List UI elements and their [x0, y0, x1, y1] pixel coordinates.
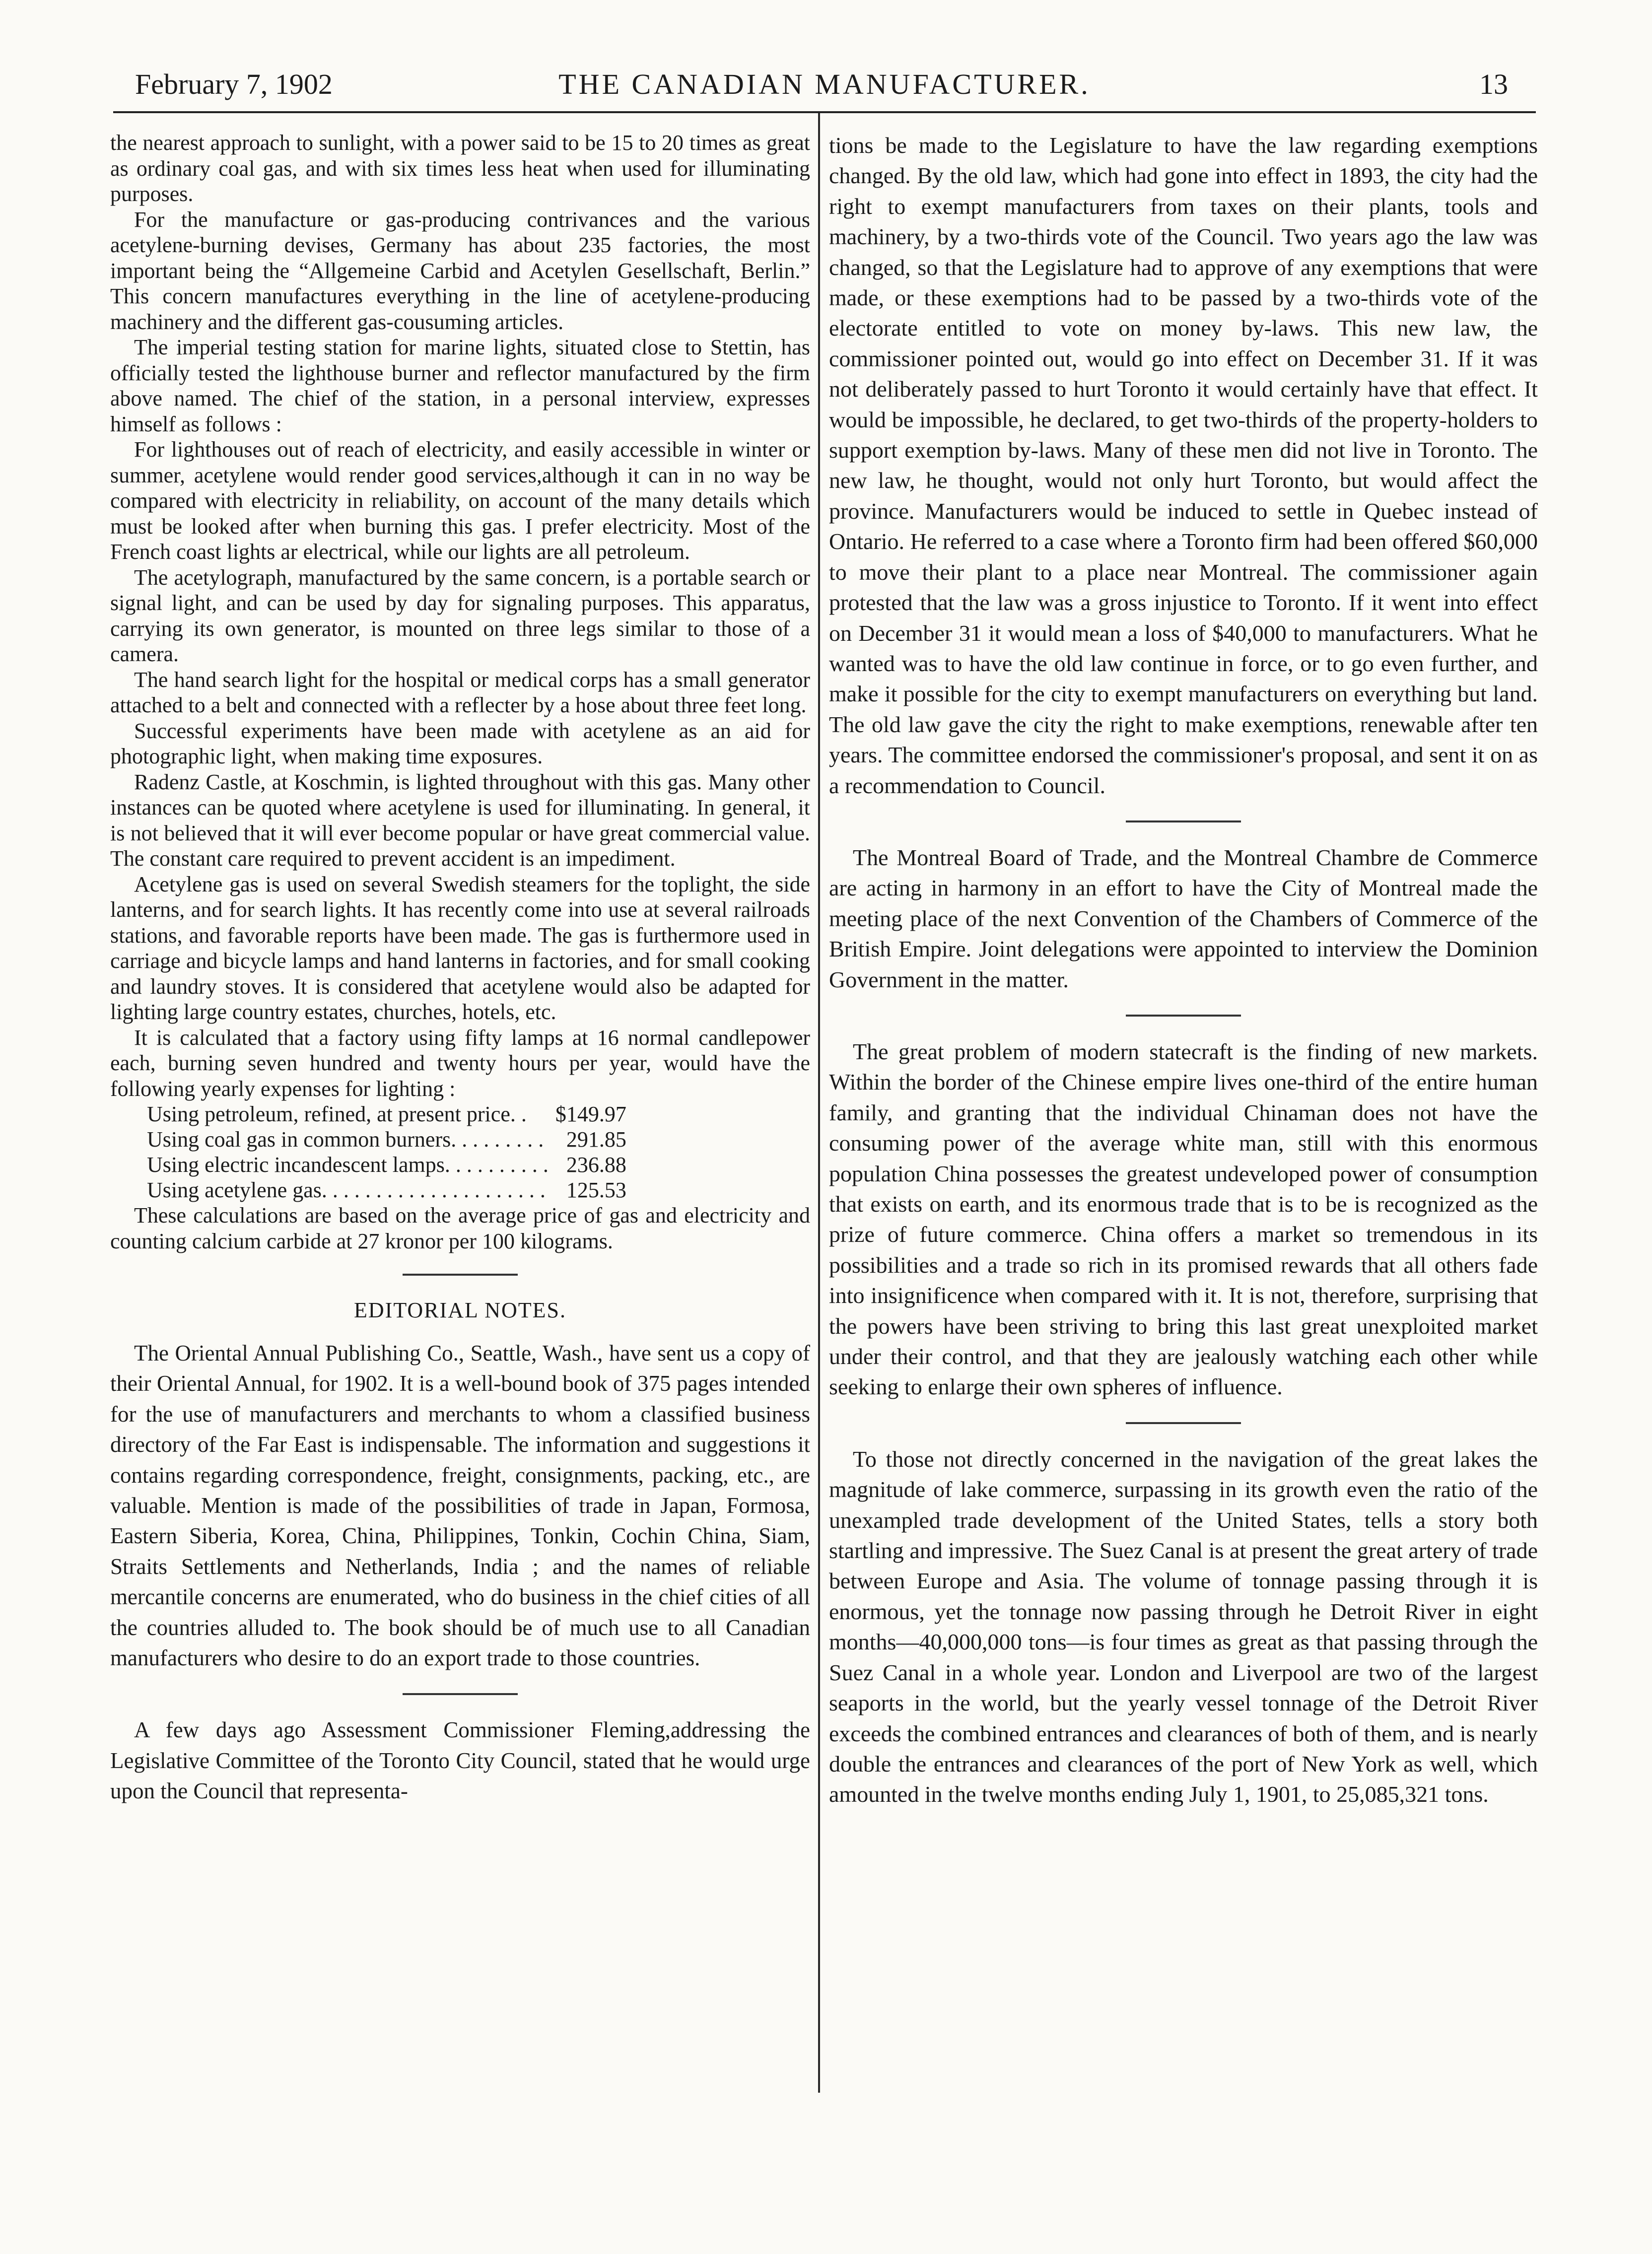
- section-divider: [1126, 1015, 1241, 1017]
- table-row: [147, 1127, 626, 1152]
- section-divider: [403, 1693, 518, 1695]
- cost-label: Using petroleum, refined, at present price. .: [147, 1102, 527, 1126]
- publication-title: THE CANADIAN MANUFACTURER.: [558, 68, 1091, 100]
- paragraph: Radenz Castle, at Koschmin, is lighted throughout with this gas. Many other instances can be quoted where acetylene is used for illuminating. In general, it is not believed that it will ever become popular or have great commercial value. The constant care required to prevent accident is an impediment.: [110, 769, 810, 871]
- paragraph: It is calculated that a factory using fifty lamps at 16 normal candlepower each, burning seven hundred and twenty hours per year, would have the following yearly expenses for lighting :: [110, 1025, 810, 1101]
- paragraph: The Oriental Annual Publishing Co., Seattle, Wash., have sent us a copy of their Oriental Annual, for 1902. It is a well-bound book of 375 pages intended for the use of manufacturers and merchants to whom a classified business directory of the Far East is indispensable. The information and suggestions it contains regarding correspondence, freight, consignments, packing, etc., are valuable. Mention is made of the possibilities of trade in Japan, Formosa, Eastern Siberia, Korea, China, Philippines, Tonkin, Cochin China, Siam, Straits Settlements and Netherlands, India ; and the names of reliable mercantile concerns are enumerated, who do business in the chief cities of all the countries alluded to. The book should be of much use to all Canadian manufacturers who desire to do an export trade to those countries.: [110, 1341, 810, 1671]
- section-heading: EDITORIAL NOTES.: [354, 1298, 566, 1322]
- page-header: [113, 59, 1536, 108]
- paragraph: Successful experiments have been made with acetylene as an aid for photographic light, when making time exposures.: [110, 718, 810, 768]
- lighting-cost-table: [147, 1101, 626, 1203]
- paragraph: These calculations are based on the average price of gas and electricity and counting calcium carbide at 27 kronor per 100 kilograms.: [110, 1203, 810, 1253]
- header-rule: [113, 111, 1536, 113]
- cost-label: Using electric incandescent lamps. . . . . . . . . .: [147, 1153, 549, 1177]
- cost-label: Using acetylene gas. . . . . . . . . . . . . . . . . . . . .: [147, 1178, 546, 1202]
- column-divider: [818, 113, 820, 2093]
- editorial-notes-continued: [829, 130, 1538, 1810]
- left-column: [110, 130, 810, 1807]
- section-divider: [403, 1274, 518, 1276]
- issue-date: February 7, 1902: [135, 68, 333, 100]
- table-row: [147, 1101, 626, 1127]
- section-divider: [1126, 820, 1241, 822]
- editorial-notes: [110, 1338, 810, 1807]
- paragraph: tions be made to the Legislature to have the law regarding exemptions changed. By the old law, which had gone into effect in 1893, the city had the right to exempt manufacturers from taxes on their plants, tools and machinery, by a two-thirds vote of the Council. Two years ago the law was changed, so that the Legislature had to approve of any exemptions that were made, or these exemptions had to be passed by a two-thirds vote of the electorate entitled to vote on money by-laws. This new law, the commissioner pointed out, would go into effect on December 31. If it was not deliberately passed to hurt Toronto it would certainly have that effect. It would be impossible, he declared, to get two-thirds of the property-holders to support exemption by-laws. Many of these men did not live in Toronto. The new law, he thought, would not only hurt Toronto, but would affect the province. Manufacturers would be induced to settle in Quebec instead of Ontario. He referred to a case where a Toronto firm had been offered $60,000 to move their plant to a place near Montreal. The commissioner again protested that the law was a gross injustice to Toronto. If it went into effect on December 31 it would mean a loss of $40,000 to manufacturers. What he wanted was to have the old law continue in force, or to go even further, and make it possible for the city to exempt manufacturers on everything but land. The old law gave the city the right to make exemptions, renewable after ten years. The committee endorsed the commissioner's proposal, and sent it on as a recommendation to Council.: [829, 133, 1538, 798]
- table-row: [147, 1177, 626, 1203]
- cost-amount: 125.53: [566, 1178, 626, 1202]
- cost-amount: $149.97: [555, 1102, 626, 1126]
- cost-amount: 236.88: [566, 1153, 626, 1177]
- paragraph: The acetylograph, manufactured by the same concern, is a portable search or signal light, and can be used by day for signaling purposes. This apparatus, carrying its own generator, is mounted on three legs similar to those of a camera.: [110, 565, 810, 666]
- paragraph: the nearest approach to sunlight, with a power said to be 15 to 20 times as great as ordinary coal gas, and with six times less heat when used for illuminating purposes.: [110, 131, 810, 206]
- section-divider: [1126, 1422, 1241, 1424]
- table-row: [147, 1152, 626, 1177]
- paragraph: For the manufacture or gas-producing contrivances and the various acetylene-burning devises, Germany has about 235 factories, the most important being the “Allgemeine Carbid and Acetylen Gesellschaft, Berlin.” This concern manufactures everything in the line of acetylene-producing machinery and the different gas-cousuming articles.: [110, 207, 810, 334]
- paragraph: A few days ago Assessment Commissioner Fleming,addressing the Legislative Committee of the Toronto City Council, stated that he would urge upon the Council that representa-: [110, 1717, 810, 1804]
- acetylene-article: [110, 130, 810, 1254]
- right-column: [829, 130, 1538, 1810]
- page-number: 13: [1479, 68, 1508, 100]
- cost-amount: 291.85: [566, 1127, 626, 1152]
- paragraph: The imperial testing station for marine lights, situated close to Stettin, has officially tested the lighthouse burner and reflector manufactured by the firm above named. The chief of the station, in a personal interview, expresses himself as follows :: [110, 335, 810, 436]
- paragraph: The great problem of modern statecraft is the finding of new markets. Within the border of the Chinese empire lives one-third of the entire human family, and granting that the individual Chinaman does not have the consuming power of the average white man, still with this enormous population China possesses the greatest undeveloped power of consumption that exists on earth, and its enormous trade that is to be is recognized as the prize of future commerce. China offers a market so tremendous in its possibilities and a trade so rich in its promised rewards that all others fade into insignificence when compared with it. It is not, therefore, surprising that the powers have been striving to bring this last great unexploited market under their control, and that they are jealously watching each other while seeking to enlarge their own spheres of influence.: [829, 1038, 1538, 1400]
- paragraph: For lighthouses out of reach of electricity, and easily accessible in winter or summer, acetylene would render good services,although it can in no way be compared with electricity in reliability, on account of the many details which must be looked after when burning this gas. I prefer electricity. Most of the French coast lights ar electrical, while our lights are all petroleum.: [110, 437, 810, 564]
- paragraph: The hand search light for the hospital or medical corps has a small generator attached to a belt and connected with a reflecter by a hose about three feet long.: [110, 667, 810, 717]
- paragraph: To those not directly concerned in the navigation of the great lakes the magnitude of lake commerce, surpassing in its growth even the ratio of the unexampled trade development of the United States, tells a story both startling and impressive. The Suez Canal is at present the great artery of trade between Europe and Asia. The volume of tonnage passing through it is enormous, yet the tonnage now passing through he Detroit River in eight months—40,000,000 tons—is four times as great as that passing through the Suez Canal in a whole year. London and Liverpool are two of the largest seaports in the world, but the yearly vessel tonnage of the Detroit River exceeds the combined entrances and clearances of both of them, and is nearly double the entrances and clearances of the port of New York as well, which amounted in the twelve months ending July 1, 1901, to 25,085,321 tons.: [829, 1446, 1538, 1807]
- paragraph: Acetylene gas is used on several Swedish steamers for the toplight, the side lanterns, and for search lights. It has recently come into use at several railroads stations, and favorable reports have been made. The gas is furthermore used in carriage and bicycle lamps and hand lanterns in factories, and for small cooking and laundry stoves. It is considered that acetylene would also be adapted for lighting large country estates, churches, hotels, etc.: [110, 872, 810, 1024]
- paragraph: The Montreal Board of Trade, and the Montreal Chambre de Commerce are acting in harmony in an effort to have the City of Montreal made the meeting place of the next Convention of the Chambers of Commerce of the British Empire. Joint delegations were appointed to interview the Dominion Government in the matter.: [829, 844, 1538, 992]
- cost-label: Using coal gas in common burners. . . . . . . . .: [147, 1127, 544, 1152]
